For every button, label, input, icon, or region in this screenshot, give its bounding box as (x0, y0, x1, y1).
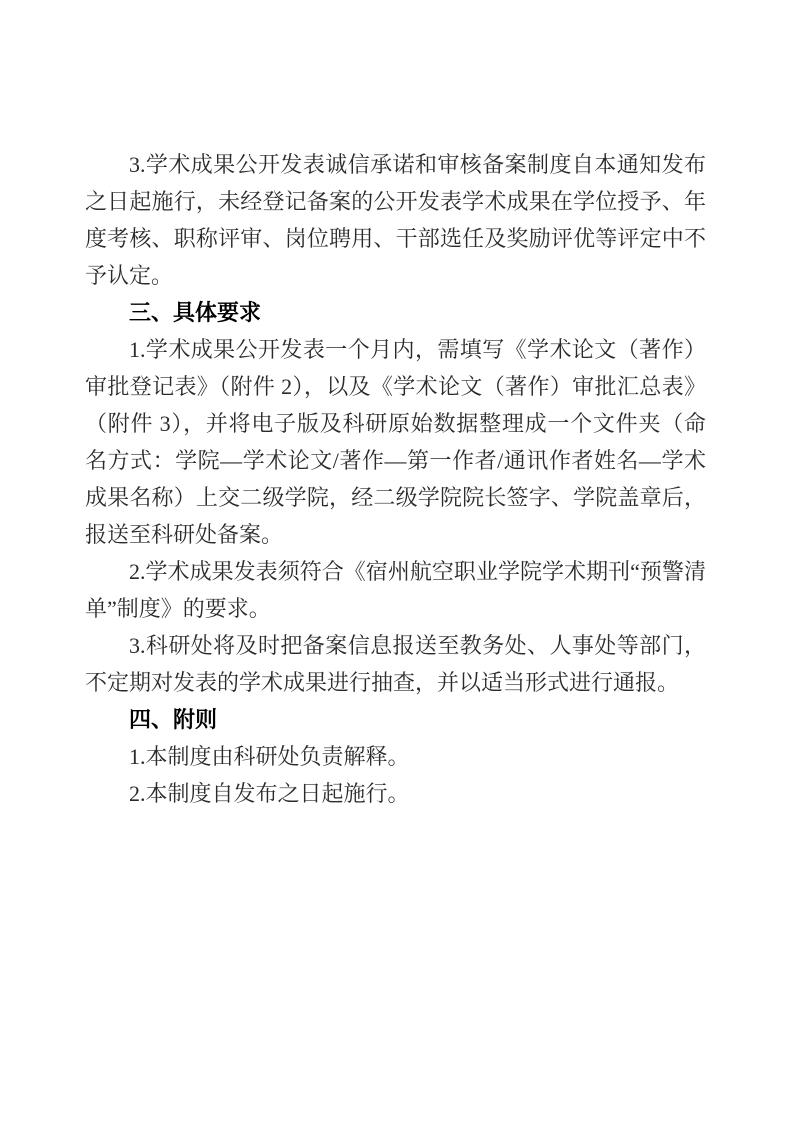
paragraph: 1.学术成果公开发表一个月内，需填写《学术论文（著作）审批登记表》（附件 2），以及《学术论文（著作）审批汇总表》（附件 3），并将电子版及科研原始数据整理成一个文件夹（命名方式：学院—学术论文/著作—第一作者/通讯作者姓名—学术成果名称）上交二级学院，经二级学院院长签字、学院盖章后，报送至科研处备案。 (85, 337, 706, 547)
paragraph: 3.学术成果公开发表诚信承诺和审核备案制度自本通知发布之日起施行，未经登记备案的公开发表学术成果在学位授予、年度考核、职称评审、岗位聘用、干部选任及奖励评优等评定中不予认定。 (85, 152, 706, 288)
paragraph: 2.学术成果发表须符合《宿州航空职业学院学术期刊“预警清单”制度》的要求。 (85, 559, 706, 621)
paragraph: 3.科研处将及时把备案信息报送至教务处、人事处等部门，不定期对发表的学术成果进行抽查，并以适当形式进行通报。 (85, 633, 706, 695)
paragraph: 1.本制度由科研处负责解释。 (129, 744, 410, 769)
paragraph: 2.本制度自发布之日起施行。 (129, 781, 410, 806)
section-heading: 四、附则 (129, 707, 218, 732)
section-heading: 三、具体要求 (129, 300, 262, 325)
document-body (85, 146, 706, 812)
